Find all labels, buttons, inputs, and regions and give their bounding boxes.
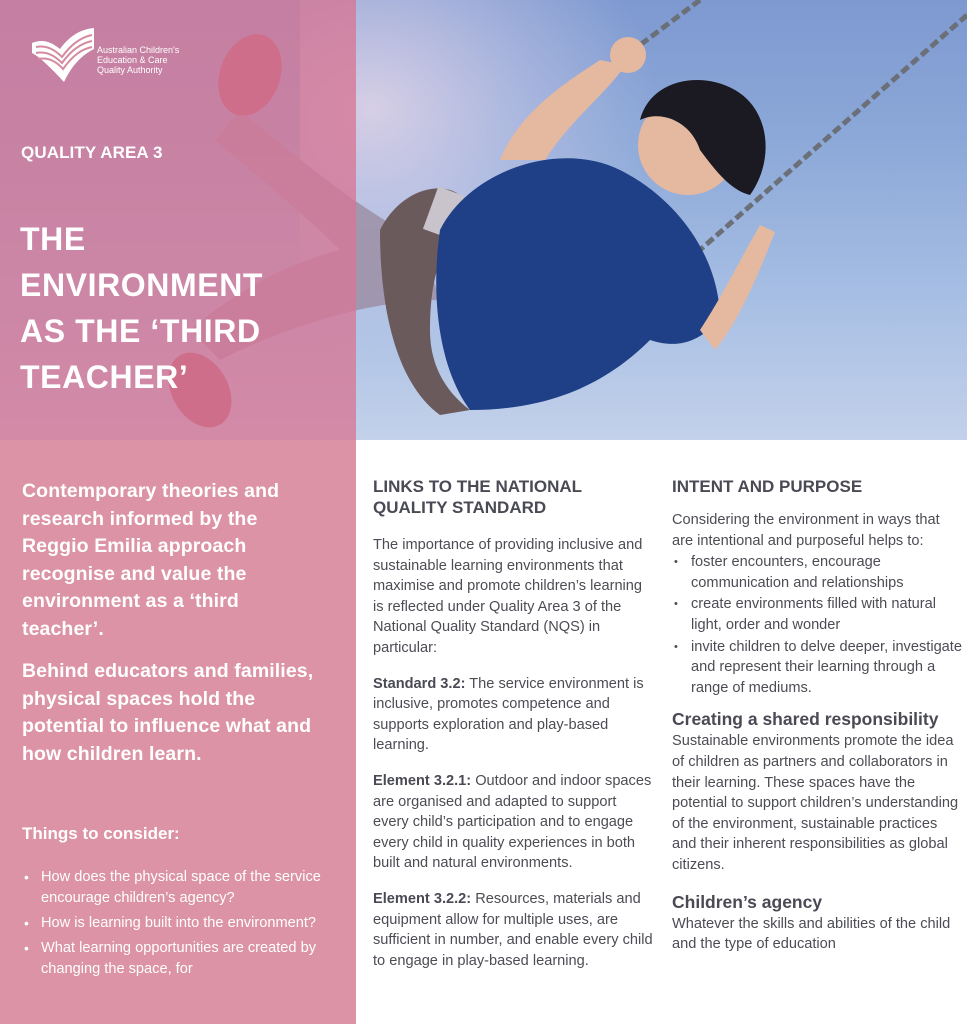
list-item: • What learning opportunities are created by changing the space, for bbox=[22, 938, 322, 980]
subsection-heading: Creating a shared responsibility bbox=[672, 709, 939, 730]
element-item: Element 3.2.1: Outdoor and indoor spaces are organised and adapted to support every child’s participation and to engage every child in quality experiences in both built and natural environments. bbox=[373, 772, 652, 872]
purpose-list bbox=[672, 552, 964, 698]
list-item: • How does the physical space of the service encourage children’s agency? bbox=[22, 867, 322, 909]
hero-banner bbox=[0, 0, 967, 440]
intro-paragraph: Contemporary theories and research informed by the Reggio Emilia approach recognise and value the environment as a ‘third teacher’. bbox=[22, 480, 280, 640]
intro-text bbox=[22, 478, 322, 768]
things-to-consider-heading: Things to consider: bbox=[22, 824, 180, 843]
list-item: • How is learning built into the environment? bbox=[22, 913, 322, 934]
subsection-text: Whatever the skills and abilities of the child and the type of education bbox=[672, 915, 951, 953]
section-heading: INTENT AND PURPOSE bbox=[672, 477, 863, 496]
checkmark-heart-logo-icon bbox=[30, 27, 96, 83]
section-heading: LINKS TO THE NATIONAL QUALITY STANDARD bbox=[373, 477, 583, 517]
things-to-consider-list bbox=[22, 867, 322, 984]
section-intro: Considering the environment in ways that are intentional and purposeful helps to: bbox=[672, 512, 940, 549]
organisation-name: Australian Children's Education & Care Quality Authority bbox=[97, 45, 180, 75]
acecqa-logo[interactable] bbox=[30, 27, 207, 83]
section-intro: The importance of providing inclusive and sustainable learning environments that maximise and promote children’s learning is reflected under Quality Area 3 of the National Quality Standard (NQS) in particular: bbox=[373, 537, 643, 656]
subsection-heading: Children’s agency bbox=[672, 891, 823, 912]
standard-item: Standard 3.2: The service environment is inclusive, promotes competence and supports exploration and play-based learning. bbox=[373, 675, 644, 754]
element-item: Element 3.2.2: Resources, materials and equipment allow for multiple uses, are sufficient in number, and enable every child to engage in play-based learning. bbox=[373, 890, 653, 969]
intro-paragraph: Behind educators and families, physical spaces hold the potential to influence what and how children learn. bbox=[22, 660, 314, 765]
page-title: THE ENVIRONMENT AS THE ‘THIRD TEACHER’ bbox=[20, 221, 264, 395]
quality-area-label: QUALITY AREA 3 bbox=[21, 143, 163, 162]
subsection-text: Sustainable environments promote the idea of children as partners and collaborators in their learning. These spaces have the potential to support children’s understanding of the environment, sustainable practices and their inherent responsibilities as global citizens. bbox=[672, 733, 959, 873]
list-item: • foster encounters, encourage communication and relationships bbox=[672, 552, 964, 593]
list-item: • create environments filled with natural light, order and wonder bbox=[672, 594, 964, 635]
links-to-nqs-section bbox=[373, 476, 655, 986]
list-item: • invite children to delve deeper, investigate and represent their learning through a range of mediums. bbox=[672, 637, 964, 699]
intro-panel bbox=[0, 440, 356, 1024]
intent-and-purpose-section bbox=[672, 476, 964, 955]
